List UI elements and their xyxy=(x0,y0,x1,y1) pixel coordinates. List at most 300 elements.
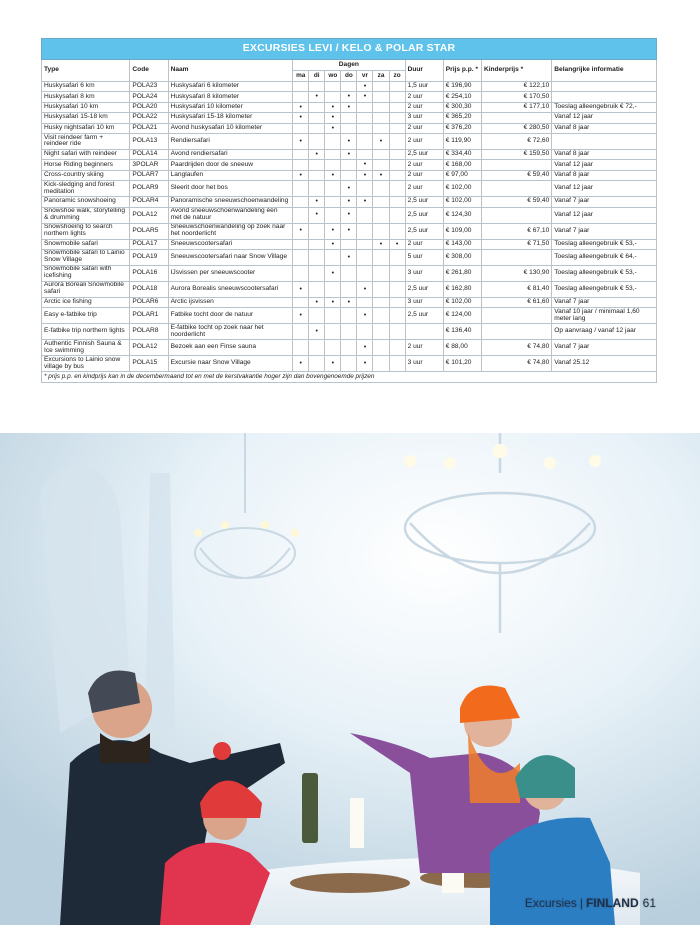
cell-day xyxy=(389,249,405,265)
header-prijs: Prijs p.p. * xyxy=(443,60,481,82)
cell-day: • xyxy=(357,340,373,356)
cell-code: POLA19 xyxy=(130,249,168,265)
cell-code: POLAR9 xyxy=(130,181,168,197)
cell-day xyxy=(373,207,389,223)
cell-day xyxy=(389,170,405,180)
cell-day: • xyxy=(341,133,357,149)
cell-prijs: € 162,80 xyxy=(443,281,481,297)
cell-day: • xyxy=(357,82,373,92)
cell-kinderprijs xyxy=(481,249,551,265)
cell-code: POLAR5 xyxy=(130,223,168,239)
cell-day xyxy=(389,207,405,223)
cell-prijs: € 196,90 xyxy=(443,82,481,92)
cell-type: Snowshoe walk, storytelling & drumming xyxy=(42,207,130,223)
cell-day xyxy=(293,324,309,340)
cell-day xyxy=(293,149,309,159)
table-row xyxy=(42,356,657,372)
cell-kinderprijs: € 61,60 xyxy=(481,297,551,307)
cell-day: • xyxy=(357,197,373,207)
cell-day xyxy=(389,265,405,281)
cell-type: Huskysafari 6 km xyxy=(42,82,130,92)
header-info: Belangrijke informatie xyxy=(552,60,657,82)
cell-kinderprijs xyxy=(481,308,551,324)
cell-kinderprijs: € 74,80 xyxy=(481,356,551,372)
table-row xyxy=(42,207,657,223)
cell-day: • xyxy=(357,92,373,102)
cell-day xyxy=(293,160,309,170)
cell-kinderprijs xyxy=(481,324,551,340)
cell-prijs: € 102,00 xyxy=(443,297,481,307)
cell-duur: 2 uur xyxy=(405,170,443,180)
cell-type: E-fatbike trip northern lights xyxy=(42,324,130,340)
cell-day xyxy=(389,281,405,297)
cell-day xyxy=(293,239,309,249)
cell-kinderprijs xyxy=(481,181,551,197)
cell-duur xyxy=(405,324,443,340)
table-row xyxy=(42,297,657,307)
cell-duur: 2 uur xyxy=(405,133,443,149)
cell-day xyxy=(389,340,405,356)
cell-day: • xyxy=(325,170,341,180)
cell-kinderprijs: € 72,60 xyxy=(481,133,551,149)
cell-day: • xyxy=(341,207,357,223)
header-code: Code xyxy=(130,60,168,82)
cell-day xyxy=(389,324,405,340)
cell-info: Vanaf 12 jaar xyxy=(552,181,657,197)
cell-prijs: € 365,20 xyxy=(443,113,481,123)
table-row xyxy=(42,265,657,281)
cell-day xyxy=(309,239,325,249)
cell-day xyxy=(309,356,325,372)
cell-naam: Huskysafari 15-18 kilometer xyxy=(168,113,293,123)
cell-duur: 2 uur xyxy=(405,340,443,356)
cell-day xyxy=(293,340,309,356)
cell-day xyxy=(373,249,389,265)
cell-prijs: € 88,00 xyxy=(443,340,481,356)
cell-kinderprijs: € 67,10 xyxy=(481,223,551,239)
cell-prijs: € 261,80 xyxy=(443,265,481,281)
cell-duur: 1,5 uur xyxy=(405,82,443,92)
cell-naam: Huskysafari 6 kilometer xyxy=(168,82,293,92)
table-row xyxy=(42,324,657,340)
cell-day xyxy=(309,123,325,133)
cell-prijs: € 119,90 xyxy=(443,133,481,149)
cell-naam: Huskysafari 8 kilometer xyxy=(168,92,293,102)
cell-day xyxy=(293,92,309,102)
cell-day xyxy=(293,181,309,197)
cell-info: Vanaf 25.12 xyxy=(552,356,657,372)
cell-day xyxy=(325,92,341,102)
cell-day xyxy=(309,113,325,123)
cell-day xyxy=(373,92,389,102)
cell-day xyxy=(389,181,405,197)
cell-code: POLA20 xyxy=(130,102,168,112)
cell-day xyxy=(341,308,357,324)
cell-info: Toeslag alleengebruik € 53,- xyxy=(552,239,657,249)
cell-day xyxy=(373,308,389,324)
cell-prijs: € 124,00 xyxy=(443,308,481,324)
cell-day xyxy=(325,197,341,207)
cell-day: • xyxy=(325,102,341,112)
cell-day xyxy=(325,82,341,92)
cell-kinderprijs xyxy=(481,207,551,223)
cell-code: POLA24 xyxy=(130,92,168,102)
table-row xyxy=(42,239,657,249)
cell-day xyxy=(293,265,309,281)
cell-info: Vanaf 8 jaar xyxy=(552,123,657,133)
cell-naam: IJsvissen per sneeuwscooter xyxy=(168,265,293,281)
cell-day xyxy=(389,113,405,123)
cell-type: Snowmobile safari to Lainio Snow Village xyxy=(42,249,130,265)
header-duur: Duur xyxy=(405,60,443,82)
cell-day: • xyxy=(341,181,357,197)
cell-day xyxy=(325,324,341,340)
table-row xyxy=(42,149,657,159)
cell-prijs: € 254,10 xyxy=(443,92,481,102)
cell-day xyxy=(341,239,357,249)
cell-duur: 2,5 uur xyxy=(405,223,443,239)
cell-naam: Sneeuwschoenwandeling op zoek naar het noorderlicht xyxy=(168,223,293,239)
cell-prijs: € 308,00 xyxy=(443,249,481,265)
cell-day xyxy=(357,223,373,239)
cell-day: • xyxy=(373,170,389,180)
cell-day xyxy=(293,82,309,92)
cell-day xyxy=(309,133,325,149)
cell-day xyxy=(373,160,389,170)
cell-day: • xyxy=(357,308,373,324)
cell-naam: Huskysafari 10 kilometer xyxy=(168,102,293,112)
cell-day: • xyxy=(293,281,309,297)
table-row xyxy=(42,308,657,324)
cell-day xyxy=(341,281,357,297)
cell-day xyxy=(293,297,309,307)
cell-type: Easy e-fatbike trip xyxy=(42,308,130,324)
cell-day xyxy=(325,149,341,159)
header-type: Type xyxy=(42,60,130,82)
cell-day xyxy=(309,308,325,324)
cell-prijs: € 334,40 xyxy=(443,149,481,159)
cell-code: POLA14 xyxy=(130,149,168,159)
cell-day: • xyxy=(293,223,309,239)
cell-day xyxy=(357,324,373,340)
cell-info: Toeslag alleengebruik € 53,- xyxy=(552,281,657,297)
cell-day xyxy=(309,265,325,281)
cell-info: Vanaf 7 jaar xyxy=(552,297,657,307)
cell-duur: 2 uur xyxy=(405,181,443,197)
cell-naam: Sleerit door het bos xyxy=(168,181,293,197)
cell-prijs: € 136,40 xyxy=(443,324,481,340)
cell-day xyxy=(293,249,309,265)
cell-day xyxy=(341,113,357,123)
cell-duur: 5 uur xyxy=(405,249,443,265)
cell-day: • xyxy=(325,265,341,281)
cell-type: Kick-sledging and forest meditation xyxy=(42,181,130,197)
cell-day xyxy=(309,223,325,239)
cell-day: • xyxy=(389,239,405,249)
cell-day xyxy=(389,133,405,149)
cell-naam: Rendiersafari xyxy=(168,133,293,149)
cell-code: POLAR7 xyxy=(130,170,168,180)
cell-duur: 3 uur xyxy=(405,297,443,307)
cell-info xyxy=(552,133,657,149)
cell-day xyxy=(373,265,389,281)
cell-day xyxy=(389,160,405,170)
cell-type: Aurora Boreali Snowmobile safari xyxy=(42,281,130,297)
cell-day xyxy=(293,207,309,223)
cell-day xyxy=(341,324,357,340)
cell-day: • xyxy=(309,324,325,340)
cell-day xyxy=(373,340,389,356)
cell-code: POLA17 xyxy=(130,239,168,249)
cell-info: Toeslag alleengebruik € 64,- xyxy=(552,249,657,265)
page-footer xyxy=(525,896,656,910)
cell-day xyxy=(357,265,373,281)
cell-kinderprijs: € 59,40 xyxy=(481,197,551,207)
cell-info: Vanaf 7 jaar xyxy=(552,223,657,239)
cell-day xyxy=(389,92,405,102)
table-row xyxy=(42,281,657,297)
table-title: EXCURSIES LEVI / KELO & POLAR STAR xyxy=(42,39,657,60)
cell-type: Huskysafari 15-18 km xyxy=(42,113,130,123)
cell-day xyxy=(293,197,309,207)
cell-duur: 3 uur xyxy=(405,356,443,372)
cell-day xyxy=(309,170,325,180)
cell-day xyxy=(309,281,325,297)
cell-day: • xyxy=(325,223,341,239)
day-header: vr xyxy=(357,71,373,82)
cell-day xyxy=(389,297,405,307)
day-header: di xyxy=(309,71,325,82)
cell-kinderprijs: € 177,10 xyxy=(481,102,551,112)
cell-duur: 3 uur xyxy=(405,265,443,281)
cell-info xyxy=(552,92,657,102)
header-dagen: Dagen xyxy=(293,60,405,71)
cell-day xyxy=(373,102,389,112)
cell-day: • xyxy=(293,102,309,112)
cell-type: Night safari with reindeer xyxy=(42,149,130,159)
cell-day xyxy=(373,281,389,297)
table-row xyxy=(42,92,657,102)
cell-code: POLA12 xyxy=(130,340,168,356)
cell-day xyxy=(357,133,373,149)
cell-day xyxy=(325,340,341,356)
cell-type: Snowmobile safari xyxy=(42,239,130,249)
cell-type: Excursions to Lainio snow village by bus xyxy=(42,356,130,372)
cell-day xyxy=(373,356,389,372)
cell-code: POLA23 xyxy=(130,82,168,92)
cell-naam: Paardrijden door de sneeuw xyxy=(168,160,293,170)
cell-type: Cross-country skiing xyxy=(42,170,130,180)
cell-duur: 2,5 uur xyxy=(405,207,443,223)
table-row xyxy=(42,102,657,112)
cell-prijs: € 376,20 xyxy=(443,123,481,133)
cell-naam: Excursie naar Snow Village xyxy=(168,356,293,372)
cell-prijs: € 109,00 xyxy=(443,223,481,239)
cell-day xyxy=(341,265,357,281)
table-row xyxy=(42,197,657,207)
cell-type: Snowmobile safari with icefishing xyxy=(42,265,130,281)
cell-type: Huskysafari 10 km xyxy=(42,102,130,112)
cell-type: Snowshoeing to search northern lights xyxy=(42,223,130,239)
cell-day xyxy=(325,281,341,297)
cell-day: • xyxy=(373,239,389,249)
cell-day: • xyxy=(293,113,309,123)
cell-duur: 2 uur xyxy=(405,92,443,102)
cell-day xyxy=(325,133,341,149)
cell-day xyxy=(325,160,341,170)
cell-day xyxy=(309,82,325,92)
cell-type: Visit reindeer farm + reindeer ride xyxy=(42,133,130,149)
cell-day xyxy=(373,197,389,207)
cell-prijs: € 168,00 xyxy=(443,160,481,170)
cell-day xyxy=(357,239,373,249)
cell-day xyxy=(357,249,373,265)
cell-type: Huskysafari 8 km xyxy=(42,92,130,102)
cell-day xyxy=(373,297,389,307)
cell-day xyxy=(373,181,389,197)
cell-day: • xyxy=(309,149,325,159)
cell-type: Husky nightsafari 10 km xyxy=(42,123,130,133)
cell-day: • xyxy=(325,239,341,249)
cell-day xyxy=(373,223,389,239)
footer-country: FINLAND xyxy=(585,896,639,910)
cell-kinderprijs: € 59,40 xyxy=(481,170,551,180)
cell-duur: 2 uur xyxy=(405,239,443,249)
cell-info: Vanaf 12 jaar xyxy=(552,207,657,223)
cell-day xyxy=(309,102,325,112)
cell-day xyxy=(357,181,373,197)
cell-kinderprijs xyxy=(481,113,551,123)
cell-info: Vanaf 8 jaar xyxy=(552,170,657,180)
cell-day xyxy=(341,82,357,92)
cell-day: • xyxy=(325,113,341,123)
day-header: ma xyxy=(293,71,309,82)
cell-day xyxy=(325,308,341,324)
table-row xyxy=(42,249,657,265)
cell-day xyxy=(309,160,325,170)
cell-duur: 2 uur xyxy=(405,123,443,133)
day-header: do xyxy=(341,71,357,82)
page-number: 61 xyxy=(642,896,656,910)
day-header: za xyxy=(373,71,389,82)
cell-naam: Panoramische sneeuwschoenwandeling xyxy=(168,197,293,207)
cell-day: • xyxy=(357,356,373,372)
header-naam: Naam xyxy=(168,60,293,82)
cell-day: • xyxy=(357,281,373,297)
cell-day xyxy=(389,102,405,112)
cell-day: • xyxy=(341,92,357,102)
cell-type: Authentic Finnish Sauna & Ice swimming xyxy=(42,340,130,356)
cell-prijs: € 143,00 xyxy=(443,239,481,249)
cell-info: Vanaf 8 jaar xyxy=(552,149,657,159)
table-row xyxy=(42,160,657,170)
cell-day: • xyxy=(293,170,309,180)
cell-duur: 3 uur xyxy=(405,113,443,123)
cell-naam: Avond rendiersafari xyxy=(168,149,293,159)
cell-naam: Fatbike tocht door de natuur xyxy=(168,308,293,324)
cell-code: POLA21 xyxy=(130,123,168,133)
cell-naam: Avond huskysafari 10 kilometer xyxy=(168,123,293,133)
table-body xyxy=(42,82,657,372)
cell-prijs: € 101,20 xyxy=(443,356,481,372)
cell-code: POLAR4 xyxy=(130,197,168,207)
cell-day: • xyxy=(357,160,373,170)
cell-day xyxy=(373,324,389,340)
cell-code: POLA13 xyxy=(130,133,168,149)
table-row xyxy=(42,170,657,180)
cell-type: Horse Riding beginners xyxy=(42,160,130,170)
ice-hotel-photo xyxy=(0,433,700,925)
cell-day xyxy=(357,102,373,112)
cell-day: • xyxy=(309,207,325,223)
cell-info: Toeslag alleengebruik € 72,- xyxy=(552,102,657,112)
cell-info xyxy=(552,82,657,92)
cell-kinderprijs: € 280,50 xyxy=(481,123,551,133)
cell-code: POLA22 xyxy=(130,113,168,123)
table-row xyxy=(42,223,657,239)
cell-kinderprijs: € 81,40 xyxy=(481,281,551,297)
cell-day xyxy=(325,249,341,265)
cell-day xyxy=(357,207,373,223)
cell-day: • xyxy=(309,197,325,207)
cell-code: POLAR1 xyxy=(130,308,168,324)
cell-naam: Aurora Borealis sneeuwscootersafari xyxy=(168,281,293,297)
cell-code: POLA12 xyxy=(130,207,168,223)
table-row xyxy=(42,181,657,197)
cell-info: Vanaf 7 jaar xyxy=(552,197,657,207)
cell-day xyxy=(373,123,389,133)
cell-day xyxy=(389,308,405,324)
cell-naam: Sneeuwscootersafari naar Snow Village xyxy=(168,249,293,265)
cell-day: • xyxy=(341,102,357,112)
cell-day xyxy=(309,340,325,356)
table-row xyxy=(42,340,657,356)
table-row xyxy=(42,133,657,149)
cell-day: • xyxy=(373,133,389,149)
cell-day xyxy=(357,149,373,159)
table-row xyxy=(42,123,657,133)
cell-day: • xyxy=(293,133,309,149)
cell-day: • xyxy=(341,197,357,207)
cell-kinderprijs: € 74,80 xyxy=(481,340,551,356)
cell-type: Panoramic snowshoeing xyxy=(42,197,130,207)
cell-info: Vanaf 10 jaar / minimaal 1,60 meter lang xyxy=(552,308,657,324)
cell-day xyxy=(293,123,309,133)
cell-duur: 2,5 uur xyxy=(405,197,443,207)
cell-day xyxy=(357,113,373,123)
cell-prijs: € 124,30 xyxy=(443,207,481,223)
header-kinderprijs: Kinderprijs * xyxy=(481,60,551,82)
cell-kinderprijs: € 170,50 xyxy=(481,92,551,102)
cell-day xyxy=(373,149,389,159)
cell-day xyxy=(389,123,405,133)
cell-day xyxy=(309,181,325,197)
cell-day: • xyxy=(341,223,357,239)
cell-info: Vanaf 7 jaar xyxy=(552,340,657,356)
cell-naam: E-fatbike tocht op zoek naar het noorderlicht xyxy=(168,324,293,340)
cell-day: • xyxy=(341,297,357,307)
cell-naam: Avond sneeuwschoenwandeling één met de natuur xyxy=(168,207,293,223)
cell-day: • xyxy=(293,308,309,324)
cell-duur: 2,5 uur xyxy=(405,308,443,324)
cell-day: • xyxy=(341,249,357,265)
cell-day xyxy=(341,170,357,180)
cell-naam: Bezoek aan een Finse sauna xyxy=(168,340,293,356)
cell-day xyxy=(341,123,357,133)
day-header: zo xyxy=(389,71,405,82)
cell-kinderprijs xyxy=(481,160,551,170)
cell-day xyxy=(325,207,341,223)
